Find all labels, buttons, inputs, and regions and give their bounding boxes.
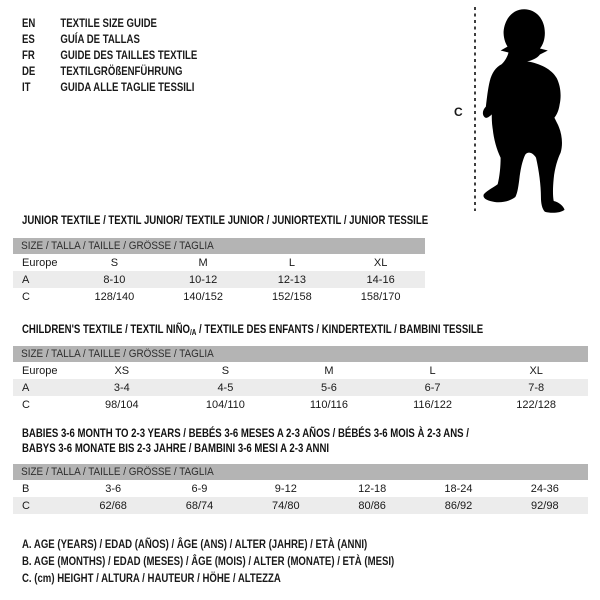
- table-title-junior: JUNIOR TEXTILE / TEXTIL JUNIOR/ TEXTILE JUNIOR / JUNIORTEXTIL / JUNIOR TESSILE: [22, 213, 429, 227]
- table-cell: 152/158: [271, 290, 312, 303]
- table-cell: 110/116: [309, 398, 349, 411]
- table-cell: M: [324, 364, 334, 377]
- babies-size-table: [13, 464, 588, 514]
- table-cell: 24-36: [530, 482, 559, 495]
- table-cell: 86/92: [444, 499, 473, 512]
- table-cell: 116/122: [413, 398, 453, 411]
- table-header-text: SIZE / TALLA / TAILLE / GRÖSSE / TAGLIA: [21, 240, 214, 252]
- height-measure-label: C: [454, 105, 463, 119]
- table-cell: XL: [373, 256, 388, 269]
- table-cell: 140/152: [183, 290, 223, 303]
- table-row-europe: [13, 362, 588, 379]
- row-label: C: [22, 290, 30, 303]
- table-title-babies: [22, 426, 581, 456]
- title-subscript: /A: [189, 328, 197, 337]
- language-code: IT: [22, 80, 31, 94]
- table-cell: 128/140: [94, 290, 135, 303]
- toddler-silhouette-icon: [478, 3, 596, 218]
- language-title: GUIDA ALLE TAGLIE TESSILI: [60, 80, 195, 94]
- table-header-bar: [13, 464, 588, 480]
- table-cell: 68/74: [185, 499, 214, 512]
- table-cell: XS: [114, 364, 130, 377]
- table-cell: 10-12: [189, 273, 218, 286]
- table-row-age: [13, 271, 425, 288]
- table-cell: 18-24: [444, 482, 473, 495]
- table-cell: 14-16: [366, 273, 395, 286]
- language-row-de: [22, 63, 197, 79]
- language-row-en: [22, 15, 197, 31]
- table-cell: 6-9: [191, 482, 208, 495]
- table-row-height: [13, 288, 425, 305]
- junior-size-table: [13, 238, 425, 305]
- table-header-text: SIZE / TALLA / TAILLE / GRÖSSE / TAGLIA: [21, 466, 214, 478]
- table-cell: 9-12: [274, 482, 297, 495]
- table-cell: 8-10: [103, 273, 126, 286]
- title-text: / TEXTILE DES ENFANTS / KINDERTEXTIL / BAMBINI TESSILE: [196, 322, 484, 336]
- table-cell: 7-8: [528, 381, 545, 394]
- footnote-c: C. (cm) HEIGHT / ALTURA / HAUTEUR / HÖHE / ALTEZZA: [22, 570, 281, 585]
- table-cell: M: [198, 256, 208, 269]
- table-cell: 62/68: [99, 499, 127, 512]
- table-cell: 12-18: [358, 482, 387, 495]
- table-cell: 6-7: [424, 381, 441, 394]
- row-label: C: [22, 398, 30, 411]
- row-label: Europe: [22, 256, 58, 269]
- table-cell: 74/80: [272, 499, 300, 512]
- title-line-2: BABYS 3-6 MONATE BIS 2-3 JAHRE / BAMBINI 3-6 MESI A 2-3 ANNI: [22, 441, 330, 455]
- row-label: A: [22, 273, 30, 286]
- table-cell: 158/170: [360, 290, 401, 303]
- row-label: Europe: [22, 364, 58, 377]
- language-row-fr: [22, 47, 197, 63]
- table-cell: S: [110, 256, 119, 269]
- language-row-it: [22, 79, 197, 95]
- language-code: ES: [22, 32, 35, 46]
- language-title: TEXTILE SIZE GUIDE: [60, 16, 157, 30]
- language-code: FR: [22, 48, 35, 62]
- footnotes: [22, 535, 487, 586]
- table-row-europe: [13, 254, 425, 271]
- table-title-children: [22, 322, 483, 340]
- language-title: GUIDE DES TAILLES TEXTILE: [60, 48, 198, 62]
- footnote-a: A. AGE (YEARS) / EDAD (AÑOS) / ÂGE (ANS) / ALTER (JAHRE) / ETÀ (ANNI): [22, 536, 368, 551]
- table-cell: S: [221, 364, 230, 377]
- language-row-es: [22, 31, 197, 47]
- table-cell: 3-6: [105, 482, 122, 495]
- title-line-1: BABIES 3-6 MONTH TO 2-3 YEARS / BEBÉS 3-6 MESES A 2-3 AÑOS / BÉBÉS 3-6 MOIS À 2-3 ANS /: [22, 426, 469, 440]
- language-code: EN: [22, 16, 36, 30]
- children-size-table: [13, 346, 588, 413]
- table-header-bar: [13, 346, 588, 362]
- language-title: GUÍA DE TALLAS: [60, 32, 140, 46]
- language-title: TEXTILGRÖßENFÜHRUNG: [60, 64, 183, 78]
- table-cell: 104/110: [205, 398, 245, 411]
- language-list: [22, 15, 241, 95]
- table-cell: 80/86: [358, 499, 386, 512]
- table-cell: L: [429, 364, 436, 377]
- table-cell: L: [288, 256, 295, 269]
- table-row-height: [13, 396, 588, 413]
- table-row-height: [13, 497, 588, 514]
- title-text: CHILDREN'S TEXTILE / TEXTIL NIÑO: [22, 322, 190, 336]
- toddler-silhouette-path: [483, 9, 565, 213]
- table-cell: 3-4: [113, 381, 130, 394]
- row-label: C: [22, 499, 30, 512]
- table-cell: XL: [529, 364, 543, 377]
- table-cell: 122/128: [516, 398, 557, 411]
- row-label: B: [22, 482, 30, 495]
- table-header-text: SIZE / TALLA / TAILLE / GRÖSSE / TAGLIA: [21, 348, 214, 360]
- table-cell: 5-6: [321, 381, 337, 394]
- row-label: A: [22, 381, 30, 394]
- table-row-age-months: [13, 480, 588, 497]
- table-row-age: [13, 379, 588, 396]
- footnote-b: B. AGE (MONTHS) / EDAD (MESES) / ÂGE (MOIS) / ALTER (MONATE) / ETÀ (MESI): [22, 553, 395, 568]
- table-header-bar: [13, 238, 425, 254]
- language-code: DE: [22, 64, 36, 78]
- table-cell: 4-5: [217, 381, 234, 394]
- table-cell: 98/104: [104, 398, 139, 411]
- table-cell: 92/98: [531, 499, 559, 512]
- table-cell: 12-13: [277, 273, 306, 286]
